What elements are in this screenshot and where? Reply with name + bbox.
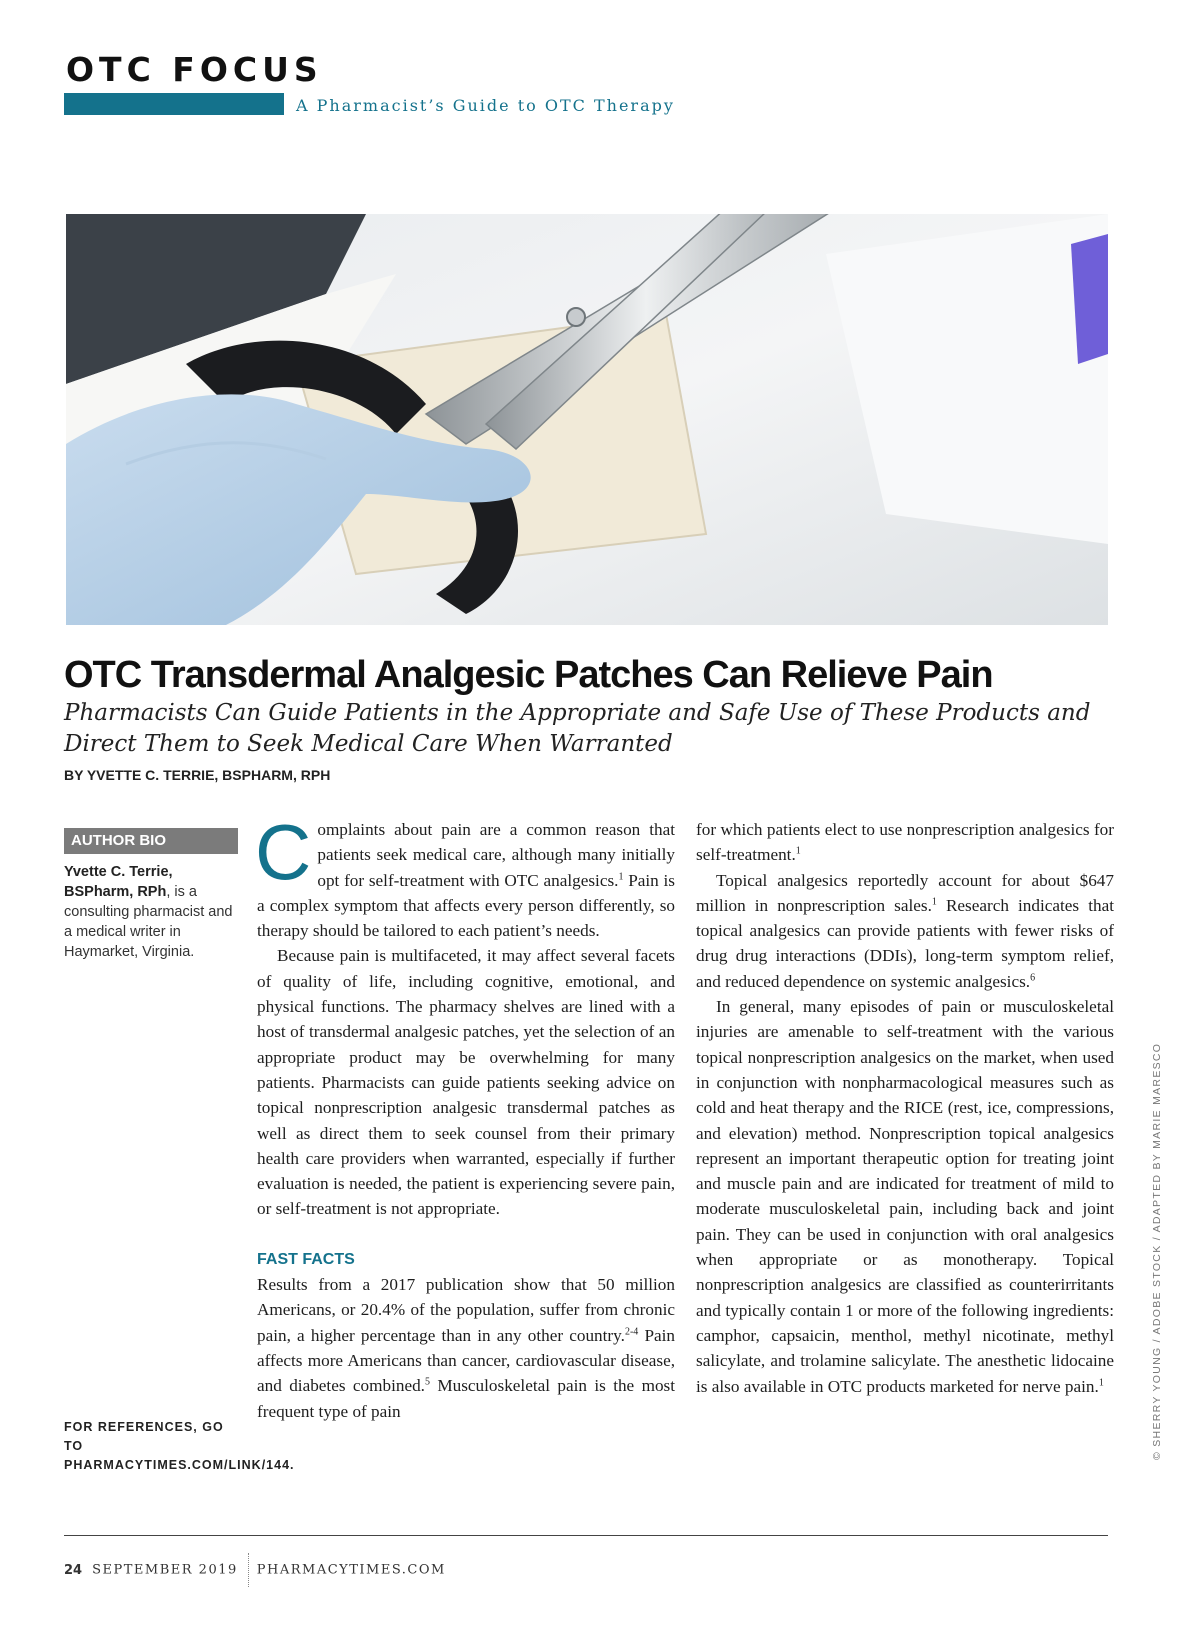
- deck: Pharmacists Can Guide Patients in the Appropriate and Safe Use of These Products and Direct Them to Seek Medical Care When Warranted: [64, 700, 1091, 757]
- paragraph-3: Topical analgesics reportedly account for about $647 million in nonprescription sales.$^1$ Research indicates that topical analgesics can provide patients with fewer risks of drug drug interactions (DDIs), long-term symptom relief, and reduced dependence on systemic analgesics.$^6$: [696, 870, 1114, 991]
- hero-photo: [66, 214, 1108, 625]
- references-link[interactable]: FOR REFERENCES, GO TO PHARMACYTIMES.COM/LINK/144: [64, 1420, 291, 1472]
- section-accent-bar: [64, 93, 284, 115]
- author-bio-label: AUTHOR BIO: [64, 828, 238, 854]
- paragraph-1: Complaints about pain are a common reason that patients seek medical care, although many initially opt for self-treatment with OTC analgesics.$^1$ Pain is a complex symptom that affects every person differently, so therapy should be tailored to each patient’s needs.: [255, 808, 675, 941]
- references-note: FOR REFERENCES, GO TO PHARMACYTIMES.COM/LINK/144.: [64, 1420, 295, 1472]
- site-link[interactable]: PHARMACYTIMES.COM: [256, 1562, 446, 1578]
- footer-rule: [64, 1535, 1108, 1536]
- headline: OTC Transdermal Analgesic Patches Can Relieve Pain: [64, 654, 993, 696]
- fast-facts-paragraph: Results from a 2017 publication show that 50 million Americans, or 20.4% of the population, suffer from chronic pain, a higher percentage than in any other country.$^{2-4}$ Pain affects more Americans than cancer, cardiovascular disease, and diabetes combined.$^5$ Musculoskeletal pain is the most frequent type of pain: [257, 1275, 676, 1421]
- paragraph-4: In general, many episodes of pain or musculoskeletal injuries are amenable to self-treatment with the various topical nonprescription analgesics on the market, when used in conjunction with nonpharmacological measures such as cold and heat therapy and the RICE (rest, ice, compressions, and elevation) method. Nonprescription topical analgesics represent an important therapeutic option for treating joint and muscle pain and are indicated for treatment of mild to moderate musculoskeletal pain, including back and joint pain. They can be used in conjunction with oral analgesics when appropriate or as monotherapy. Topical nonprescription analgesics are classified as counterirritants and typically contain 1 or more of the following ingredients: camphor, capsaicin, menthol, methyl nicotinate, methyl salicylate, and trolamine salicylate. The anesthetic lidocaine is also available in OTC products marketed for nerve pain.$^1$: [696, 997, 1114, 1396]
- body-column-2: [696, 817, 1114, 1399]
- issue-date: SEPTEMBER 2019: [92, 1562, 238, 1578]
- body-column-1: [255, 808, 676, 1424]
- photo-credit: © SHERRY YOUNG / ADOBE STOCK / ADAPTED BY MARIE MARESCO: [1151, 1042, 1163, 1460]
- fast-facts-continued: for which patients elect to use nonprescription analgesics for self-treatment.$^1$: [696, 820, 1114, 865]
- author-bio-text: , is a consulting pharmacist and a medical writer in Haymarket, Virginia.: [64, 884, 233, 960]
- page-number: 24: [64, 1562, 83, 1578]
- author-bio-name: Yvette C. Terrie, BSPharm, RPh: [64, 864, 173, 900]
- scissors-patch-illustration: [66, 214, 1108, 625]
- byline: BY YVETTE C. TERRIE, BSPHARM, RPH: [64, 767, 331, 783]
- drop-cap: C: [255, 808, 312, 896]
- author-bio: [64, 862, 242, 962]
- fast-facts-heading: FAST FACTS: [257, 1250, 355, 1268]
- section-title: OTC FOCUS: [66, 50, 323, 89]
- paragraph-2: Because pain is multifaceted, it may affect several facets of quality of life, including cognitive, emotional, and physical functions. The pharmacy shelves are lined with a host of transdermal analgesic patches, yet the selection of an appropriate product may be overwhelming for many patients. Pharmacists can guide patients seeking advice on topical nonprescription analgesic transdermal patches as well as direct them to seek counsel from their primary health care providers when warranted, especially if further evaluation is needed, the patient is experiencing severe pain, or self-treatment is not appropriate.: [257, 946, 675, 1219]
- footer: [64, 1553, 446, 1587]
- section-subtitle: A Pharmacist’s Guide to OTC Therapy: [296, 96, 675, 115]
